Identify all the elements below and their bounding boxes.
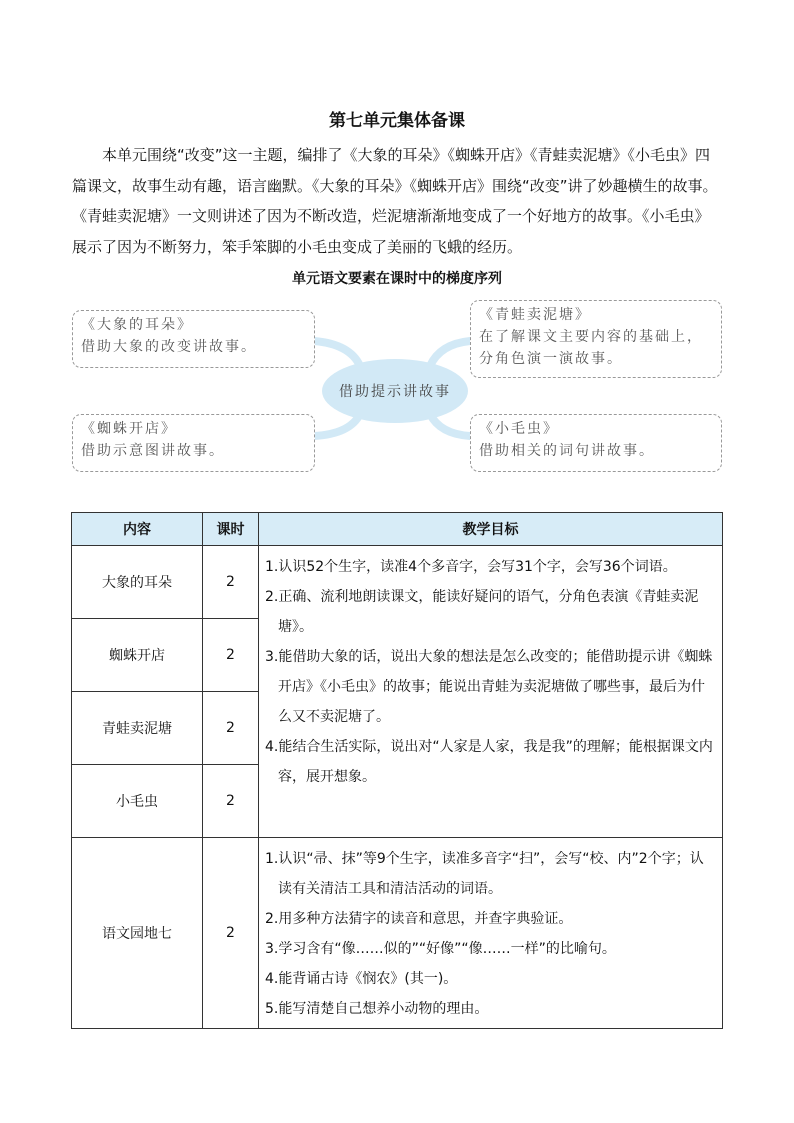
intro-paragraph: 本单元围绕“改变”这一主题，编排了《大象的耳朵》《蜘蛛开店》《青蛙卖泥塘》《小毛虫》四篇课文，故事生动有趣，语言幽默。《大象的耳朵》《蜘蛛开店》围绕“改变”讲了妙趣横生的故事。《青蛙卖泥塘》一文则讲述了因为不断改造，烂泥塘渐渐地变成了一个好地方的故事。《小毛虫》展示了因为不断努力，笨手笨脚的小毛虫变成了美丽的飞蛾的经历。 (72, 146, 718, 256)
mindmap-node-caterpillar (470, 414, 722, 472)
table-header-row (72, 513, 723, 546)
header-hours: 课时 (203, 513, 259, 546)
lesson-name: 大象的耳朵 (72, 546, 203, 619)
node-title: 《青蛙卖泥塘》 (479, 307, 591, 323)
mindmap-center-label: 借助提示讲故事 (339, 384, 451, 400)
node-text: 在了解课文主要内容的基础上，分角色演一演故事。 (479, 329, 703, 367)
lesson-hours: 2 (203, 619, 259, 692)
goal-item: 1.认识52个生字，读准4个多音字，会写31个字，会写36个词语。 (265, 559, 677, 575)
mindmap-node-frog (470, 300, 722, 378)
goal-item: 4.能背诵古诗《悯农》(其一)。 (265, 971, 458, 987)
table-row (72, 546, 723, 619)
node-title: 《蜘蛛开店》 (81, 421, 177, 437)
goal-item: 2.正确、流利地朗读课文，能读好疑问的语气，分角色表演《青蛙卖泥塘》。 (265, 589, 699, 635)
lesson-hours: 2 (203, 838, 259, 1029)
goals-cell (259, 838, 723, 1029)
header-goals: 教学目标 (259, 513, 723, 546)
lesson-hours: 2 (203, 765, 259, 838)
mindmap-center (322, 359, 468, 423)
node-text: 借助大象的改变讲故事。 (81, 339, 257, 355)
lesson-hours: 2 (203, 692, 259, 765)
mindmap-subtitle: 单元语文要素在课时中的梯度序列 (292, 271, 502, 287)
lesson-name: 语文园地七 (72, 838, 203, 1029)
goals-list (265, 552, 716, 792)
goal-item: 3.学习含有“像……似的”“好像”“像……一样”的比喻句。 (265, 941, 616, 957)
goals-cell (259, 546, 723, 838)
lesson-name: 蜘蛛开店 (72, 619, 203, 692)
goal-item: 2.用多种方法猜字的读音和意思，并查字典验证。 (265, 911, 573, 927)
page-title: 第七单元集体备课 (329, 111, 465, 131)
goals-list (265, 844, 716, 1024)
node-title: 《大象的耳朵》 (81, 317, 193, 333)
node-text: 借助示意图讲故事。 (81, 443, 225, 459)
lesson-name: 小毛虫 (72, 765, 203, 838)
goal-item: 5.能写清楚自己想养小动物的理由。 (265, 1001, 489, 1017)
goal-item: 4.能结合生活实际，说出对“人家是人家，我是我”的理解；能根据课文内容，展开想象。 (265, 739, 713, 785)
lesson-name: 青蛙卖泥塘 (72, 692, 203, 765)
table-row (72, 838, 723, 1029)
lesson-hours: 2 (203, 546, 259, 619)
goal-item: 1.认识“帚、抹”等9个生字，读准多音字“扫”，会写“校、内”2个字；认读有关清洁工具和清洁活动的词语。 (265, 851, 704, 897)
node-text: 借助相关的词句讲故事。 (479, 443, 655, 459)
header-content: 内容 (72, 513, 203, 546)
goal-item: 3.能借助大象的话，说出大象的想法是怎么改变的；能借助提示讲《蜘蛛开店》《小毛虫》的故事；能说出青蛙为卖泥塘做了哪些事，最后为什么又不卖泥塘了。 (265, 649, 713, 725)
mindmap (0, 296, 794, 481)
lesson-goals-table (71, 512, 723, 1029)
mindmap-node-elephant (72, 310, 315, 368)
node-title: 《小毛虫》 (479, 421, 559, 437)
mindmap-node-spider (72, 414, 315, 472)
